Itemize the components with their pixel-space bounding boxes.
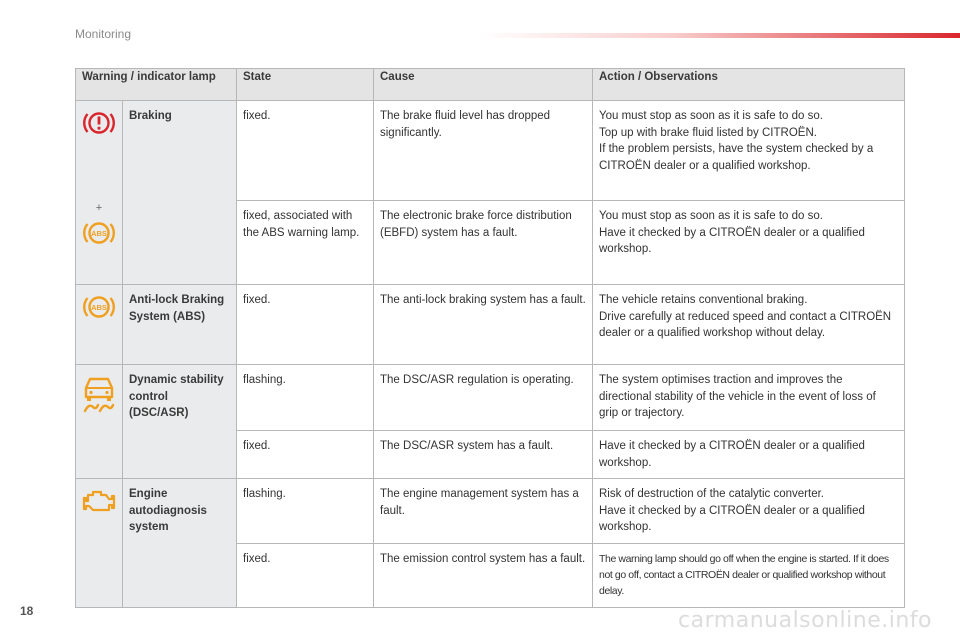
cause-cell: The brake fluid level has dropped significantly. — [374, 101, 593, 201]
action-cell: You must stop as soon as it is safe to do so. Have it checked by a CITROËN dealer or a qualified workshop. — [593, 201, 905, 285]
table-row — [76, 101, 905, 201]
action-cell: The vehicle retains conventional braking. Drive carefully at reduced speed and contact a CITROËN dealer or a qualified workshop without delay. — [593, 285, 905, 365]
cause-cell: The emission control system has a fault. — [374, 543, 593, 607]
section-title: Monitoring — [75, 27, 132, 41]
action-cell: The system optimises traction and improves the directional stability of the vehicle in the event of loss of grip or trajectory. — [593, 365, 905, 431]
engine-icon-cell — [76, 479, 123, 608]
lamp-name-dsc: Dynamic stability control (DSC/ASR) — [123, 365, 237, 479]
action-cell: You must stop as soon as it is safe to do so. Top up with brake fluid listed by CITROËN. If the problem persists, have the system checked by a CITROËN dealer or a qualified workshop. — [593, 101, 905, 201]
column-header-state: State — [237, 69, 374, 101]
action-cell: Have it checked by a CITROËN dealer or a qualified workshop. — [593, 431, 905, 479]
state-cell: fixed. — [237, 543, 374, 607]
state-cell: flashing. — [237, 365, 374, 431]
dsc-skid-icon — [81, 373, 117, 415]
lamp-name-engine: Engine autodiagnosis system — [123, 479, 237, 608]
state-cell: fixed. — [237, 101, 374, 201]
cause-cell: The DSC/ASR system has a fault. — [374, 431, 593, 479]
state-cell: fixed. — [237, 285, 374, 365]
cause-cell: The anti-lock braking system has a fault. — [374, 285, 593, 365]
header-accent-bar — [480, 33, 960, 38]
cause-cell: The engine management system has a fault. — [374, 479, 593, 544]
page-number: 18 — [20, 604, 34, 618]
abs-icon-cell — [76, 285, 123, 365]
column-header-lamp: Warning / indicator lamp — [76, 69, 237, 101]
warning-lamps-table — [75, 68, 905, 608]
engine-icon — [81, 487, 117, 515]
table-row — [76, 365, 905, 431]
cause-cell: The electronic brake force distribution (EBFD) system has a fault. — [374, 201, 593, 285]
lamp-name-abs: Anti-lock Braking System (ABS) — [123, 285, 237, 365]
svg-text:ABS: ABS — [91, 303, 107, 312]
dsc-icon-cell — [76, 365, 123, 479]
action-cell: Risk of destruction of the catalytic converter. Have it checked by a CITROËN dealer or a qualified workshop. — [593, 479, 905, 544]
abs-icon — [82, 293, 116, 321]
watermark: carmanualsonline.info — [678, 608, 932, 633]
connector-plus: + — [95, 202, 103, 214]
lamp-name-braking: Braking — [123, 101, 237, 285]
table-row — [76, 479, 905, 544]
svg-text:ABS: ABS — [91, 229, 107, 238]
state-cell: fixed. — [237, 431, 374, 479]
abs-icon — [82, 219, 116, 247]
column-header-cause: Cause — [374, 69, 593, 101]
action-cell: The warning lamp should go off when the engine is started. If it does not go off, contact a CITROËN dealer or qualified workshop without delay. — [593, 543, 905, 607]
table-header-row — [76, 69, 905, 101]
cause-cell: The DSC/ASR regulation is operating. — [374, 365, 593, 431]
braking-icons-cell — [76, 101, 123, 285]
table-row — [76, 285, 905, 365]
column-header-action: Action / Observations — [593, 69, 905, 101]
state-cell: flashing. — [237, 479, 374, 544]
brake-warning-icon — [82, 109, 116, 137]
state-cell: fixed, associated with the ABS warning lamp. — [237, 201, 374, 285]
